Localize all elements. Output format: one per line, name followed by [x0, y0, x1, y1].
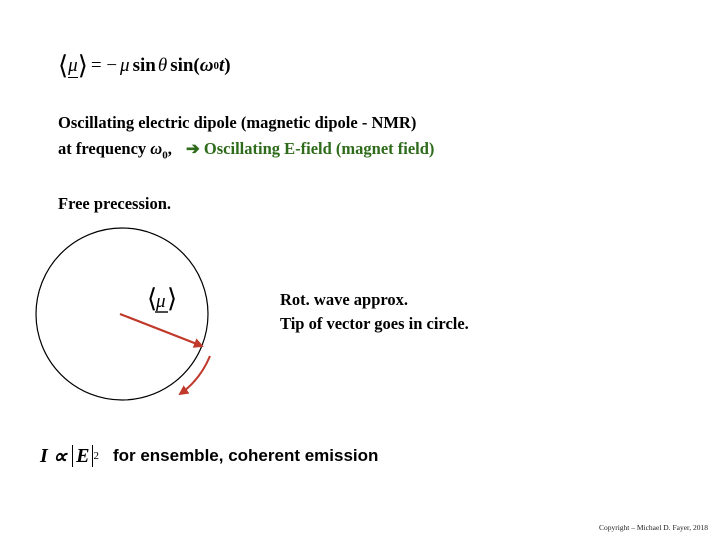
intensity-description: for ensemble, coherent emission [112, 446, 379, 465]
frequency-line [58, 139, 434, 161]
sin-function-2: sin( [170, 55, 200, 76]
arrow-icon: ➔ [185, 139, 200, 158]
omega-symbol: ω [199, 55, 214, 76]
rotation-arc-arrow [180, 356, 210, 394]
tip-vector-label: Tip of vector goes in circle. [280, 314, 469, 333]
oscillating-field-text: Oscillating E-field (magnet field) [203, 139, 435, 158]
copyright-notice: Copyright – Michael D. Fayer, 2018 [598, 523, 708, 532]
intensity-symbol: I [40, 444, 48, 467]
omega-subscript: 0 [213, 60, 220, 72]
equals-sign: = − [90, 55, 118, 76]
t-symbol: t [219, 55, 225, 76]
omega-subscript: 0 [162, 149, 168, 162]
mu-symbol: μ [120, 55, 130, 76]
rot-wave-label: Rot. wave approx. [280, 290, 409, 309]
intensity-relation [40, 436, 378, 476]
comma: , [167, 139, 172, 158]
precession-diagram [0, 200, 300, 410]
dipole-equation [58, 46, 231, 86]
abs-field: E [72, 445, 93, 467]
proportional-symbol: ∝ [52, 445, 68, 468]
omega-symbol: ω [150, 139, 163, 158]
dipole-vector [120, 314, 202, 346]
theta-symbol: θ [157, 55, 168, 76]
free-precession-label: Free precession. [58, 194, 172, 213]
vector-label: μ [156, 291, 166, 312]
vector-bracket-left: ⟨ [147, 284, 158, 313]
sin-function: sin [132, 55, 156, 76]
oscillating-dipole-text: Oscillating electric dipole (magnetic dipole - NMR) [58, 113, 417, 132]
vector-bracket-right: ⟩ [167, 284, 178, 313]
close-paren: ) [224, 55, 231, 76]
expectation-mu: ⟨μ ⟩ [58, 51, 88, 80]
frequency-prefix: at frequency [58, 139, 151, 158]
exponent: 2 [93, 450, 99, 462]
